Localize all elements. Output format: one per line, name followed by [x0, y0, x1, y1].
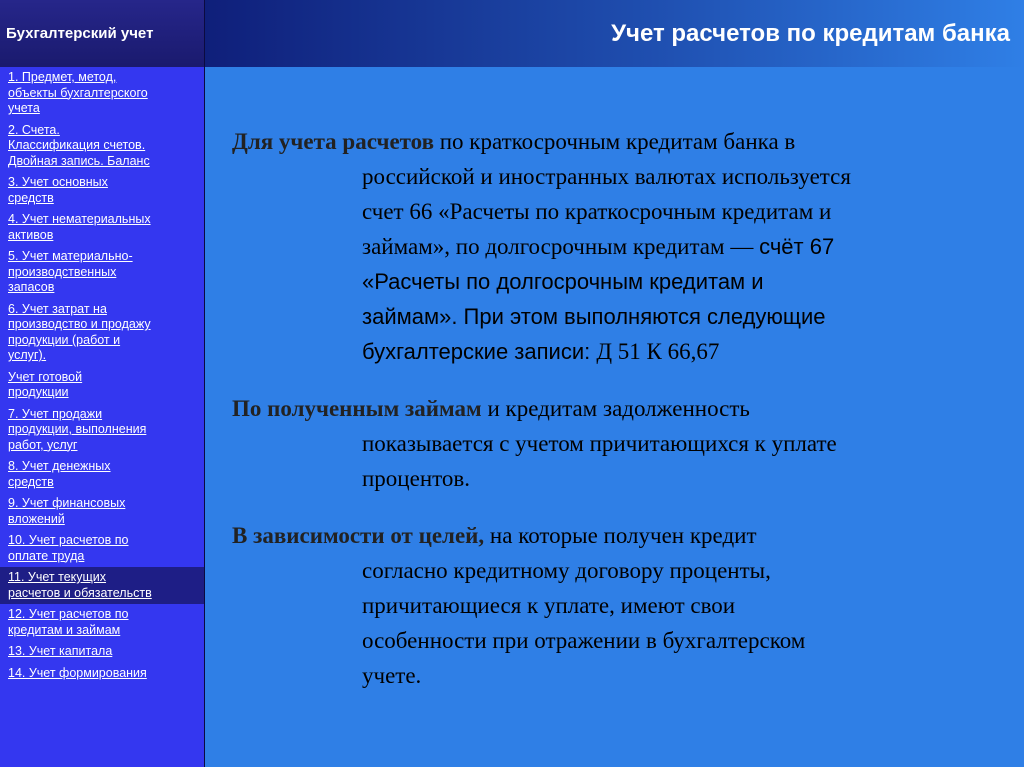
sidebar-item-label: 1. Предмет, метод, [8, 70, 117, 84]
paragraph-text: займам», по долгосрочным кредитам — [362, 234, 760, 259]
paragraph-line: показывается с учетом причитающихся к уплате [362, 431, 837, 456]
paragraph-loans [232, 391, 992, 496]
posting-entry: Д 51 К 66,67 [596, 339, 720, 364]
paragraph-lead: По полученным займам [232, 396, 482, 421]
paragraph-line: российской и иностранных валютах используется [362, 164, 851, 189]
sidebar-item-label: оплате труда [8, 548, 85, 563]
sidebar-item[interactable] [0, 67, 204, 120]
sidebar-item-label: учета [8, 101, 40, 115]
sidebar-item-label: Учет готовой [8, 369, 83, 384]
sidebar-item-label: 11. Учет текущих [8, 570, 107, 584]
paragraph-lead: Для учета расчетов [232, 129, 434, 154]
sidebar-item[interactable] [0, 530, 204, 567]
sidebar-item-label: 8. Учет денежных [8, 459, 111, 473]
sidebar-item-label: кредитам и займам [8, 622, 121, 637]
sidebar-item[interactable] [0, 604, 204, 641]
sidebar-nav [0, 67, 205, 767]
paragraph-accounts [232, 124, 992, 369]
paragraph-line: особенности при отражении в бухгалтерском [362, 628, 806, 653]
sidebar-item[interactable] [0, 404, 204, 457]
sidebar-item[interactable] [0, 456, 204, 493]
paragraph-line: счет 66 «Расчеты по краткосрочным кредитам и [362, 199, 832, 224]
sidebar-item-label: производство и продажу [8, 317, 151, 331]
paragraph-text: бухгалтерские записи: [362, 339, 597, 364]
paragraph-purpose [232, 518, 992, 693]
sidebar-item[interactable] [0, 567, 204, 604]
slide-title: Учет расчетов по кредитам банка [611, 20, 1010, 47]
sidebar-item-label: 5. Учет материально- [8, 249, 133, 263]
paragraph-text: счёт 67 [759, 234, 835, 259]
sidebar-item-label: 2. Счета. [8, 122, 60, 137]
sidebar-item[interactable] [0, 246, 204, 299]
paragraph-text: и кредитам задолженность [481, 396, 750, 421]
sidebar-item[interactable] [0, 209, 204, 246]
header-left-panel [0, 0, 205, 67]
sidebar-item-label: средств [8, 474, 54, 489]
sidebar-item[interactable] [0, 493, 204, 530]
sidebar-item-label: 3. Учет основных [8, 175, 108, 189]
sidebar-item-label: 6. Учет затрат на [8, 301, 107, 316]
sidebar-item-label: объекты бухгалтерского [8, 85, 148, 100]
sidebar-item-label: 4. Учет нематериальных [8, 212, 151, 226]
sidebar-item-label: вложений [8, 511, 65, 526]
sidebar-item[interactable] [0, 120, 204, 173]
sidebar-item[interactable] [0, 663, 204, 685]
header-banner [205, 0, 1024, 67]
paragraph-line: согласно кредитному договору проценты, [362, 558, 771, 583]
sidebar-item-label: 14. Учет формирования [8, 665, 147, 680]
paragraph-text: на которые получен кредит [484, 523, 757, 548]
paragraph-line: учете. [362, 663, 422, 688]
paragraph-line: займам». При этом выполняются следующие [362, 304, 826, 329]
sidebar-item-label: 7. Учет продажи [8, 406, 103, 421]
sidebar-item-label: работ, услуг [8, 437, 78, 452]
sidebar-item-label: 13. Учет капитала [8, 644, 113, 658]
paragraph-line: причитающиеся к уплате, имеют свои [362, 593, 736, 618]
sidebar-item-label: 9. Учет финансовых [8, 496, 126, 510]
sidebar-item[interactable] [0, 641, 204, 663]
sidebar-item-label: запасов [8, 280, 55, 294]
paragraph-lead: В зависимости от целей, [232, 523, 485, 548]
slide-content [232, 124, 992, 715]
sidebar-item-label: расчетов и обязательств [8, 585, 152, 600]
sidebar-item-label: 10. Учет расчетов по [8, 533, 129, 547]
sidebar-item[interactable] [0, 367, 204, 404]
sidebar-item-label: Двойная запись. Баланс [8, 153, 150, 168]
paragraph-line: «Расчеты по долгосрочным кредитам и [362, 269, 764, 294]
app-title: Бухгалтерский учет [6, 25, 154, 42]
sidebar-item-label: производственных [8, 264, 117, 279]
sidebar-item-label: продукции (работ и [8, 332, 121, 347]
sidebar-item-label: 12. Учет расчетов по [8, 607, 129, 621]
sidebar-item[interactable] [0, 172, 204, 209]
sidebar-item-label: средств [8, 190, 54, 205]
sidebar-item[interactable] [0, 299, 204, 367]
paragraph-line: процентов. [362, 466, 470, 491]
sidebar-item-label: услуг). [8, 348, 47, 362]
sidebar-item-label: Классификация счетов. [8, 138, 146, 152]
sidebar-item-label: активов [8, 227, 54, 242]
sidebar-item-label: продукции, выполнения [8, 422, 147, 436]
sidebar-item-label: продукции [8, 385, 69, 399]
paragraph-text: по краткосрочным кредитам банка в [434, 129, 796, 154]
